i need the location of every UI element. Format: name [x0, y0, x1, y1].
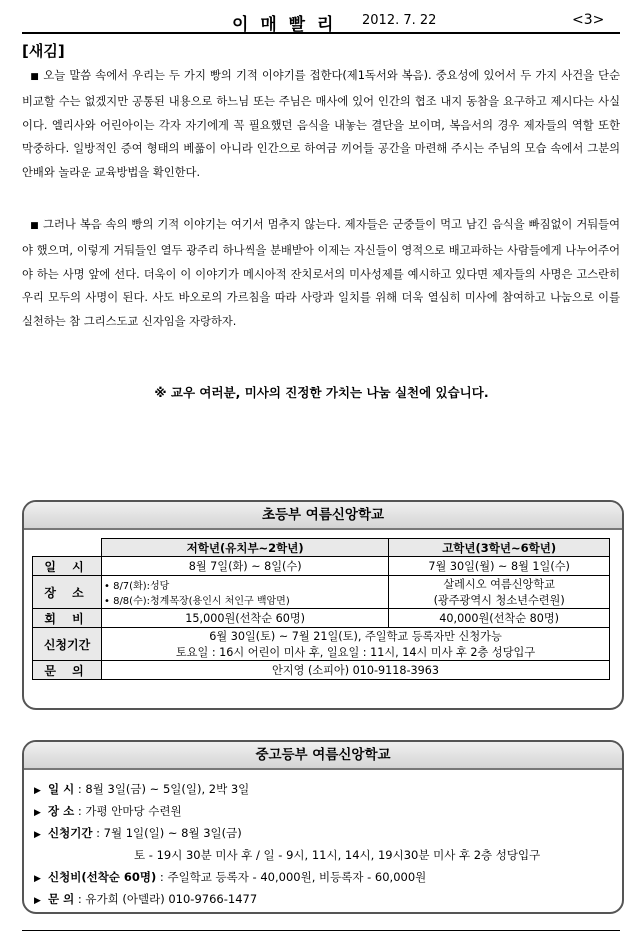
- place-low-1: • 8/7(화):성당: [104, 581, 170, 592]
- fee-high: 40,000원(선착순 80명): [389, 609, 610, 628]
- list-item: [34, 778, 540, 800]
- place-high-1: 살레시오 여름신앙학교: [443, 578, 555, 591]
- period-line-2: 토요일 : 16시 어린이 미사 후, 일요일 : 11시, 14시 미사 후 2층 성당입구: [175, 646, 536, 659]
- row-label-date: 일 시: [33, 557, 102, 576]
- notice-text: ※ 교우 여러분, 미사의 진정한 가치는 나눔 실천에 있습니다.: [154, 385, 489, 400]
- arrow-right-icon: ▶: [34, 896, 41, 906]
- elementary-camp-box: [22, 500, 624, 710]
- list-item: [34, 844, 540, 866]
- arrow-right-icon: ▶: [34, 808, 41, 818]
- col-header-high: 고학년(3학년~6학년): [389, 539, 610, 557]
- date-low: 8월 7일(화) ~ 8일(수): [102, 557, 389, 576]
- paragraph-2: [22, 213, 620, 334]
- place-high: [389, 576, 610, 609]
- row-label-contact: 문 의: [33, 661, 102, 680]
- paragraph-1-text: 오늘 말씀 속에서 우리는 두 가지 빵의 기적 이야기를 접한다(제1독서와 복음). 중요성에 있어서 두 가지 사건을 단순 비교할 수는 없겠지만 공통된 내용으로 하느님 또는 주님은 매사에 있어 인간의 협조 내지 동참을 요구하고 제시다는 사실이다. 엘리사와 어린아이는 각자 자기에게 꼭 필요했던 음식을 내놓는 결단을 보이며, 복음서의 경우 제자들의 역할 또한 막중하다. 일방적인 증여 형태의 베풂이 아니라 인간으로 하여금 끼어들 공간을 마련해 주시는 주님의 모습 속에서 그분의 안배와 놀라운 교육방법을 확인한다.: [22, 69, 621, 180]
- elementary-camp-title: 초등부 여름신앙학교: [24, 502, 622, 530]
- info-key: 신청기간: [48, 826, 93, 840]
- section-label: [새김]: [22, 42, 65, 60]
- newsletter-title: 이 매 빨 리: [232, 15, 337, 35]
- list-item: [34, 888, 540, 910]
- info-value: : 주일학교 등록자 - 40,000원, 비등록자 - 60,000원: [156, 870, 427, 884]
- elementary-schedule-table: [32, 538, 610, 680]
- place-high-2: (광주광역시 청소년수련원): [433, 594, 565, 607]
- period-line-1: 6월 30일(토) ~ 7월 21일(토), 주일학교 등록자만 신청가능: [209, 630, 502, 643]
- col-header-low: 저학년(유치부~2학년): [102, 539, 389, 557]
- list-item: [34, 866, 540, 888]
- info-key: 신청비(선착순 60명): [48, 870, 157, 884]
- row-label-fee: 회 비: [33, 609, 102, 628]
- arrow-right-icon: ▶: [34, 786, 41, 796]
- info-value: 토 - 19시 30분 미사 후 / 일 - 9시, 11시, 14시, 19시30분 미사 후 2층 성당입구: [134, 848, 541, 862]
- secondary-camp-box: [22, 740, 624, 914]
- list-item: [34, 822, 540, 844]
- list-item: [34, 800, 540, 822]
- page-number: <3>: [572, 12, 605, 28]
- info-value: : 유가희 (아델라) 010-9766-1477: [74, 892, 258, 906]
- period-cell: [102, 628, 610, 661]
- arrow-right-icon: ▶: [34, 830, 41, 840]
- bullet-icon: ■: [30, 72, 40, 82]
- secondary-info-list: [34, 778, 540, 910]
- place-low-2: • 8/8(수):청계목장(용인시 처인구 백암면): [104, 596, 290, 607]
- table-corner: [33, 539, 102, 557]
- bullet-icon: ■: [30, 221, 40, 231]
- date-high: 7월 30일(월) ~ 8월 1일(수): [389, 557, 610, 576]
- row-label-period: 신청기간: [33, 628, 102, 661]
- info-key: 일 시: [48, 782, 75, 796]
- fee-low: 15,000원(선착순 60명): [102, 609, 389, 628]
- footer-divider: [22, 930, 620, 931]
- paragraph-1: [22, 64, 620, 185]
- page-header: [22, 6, 620, 34]
- paragraph-2-text: 그러나 복음 속의 빵의 기적 이야기는 여기서 멈추지 않는다. 제자들은 군중들이 먹고 남긴 음식을 빠짐없이 거둬들여야 했으며, 이렇게 거둬들인 열두 광주리 하나씩을 분배받아 이제는 자신들이 영적으로 배고파하는 사람들에게 나누어주어야 하는 사명 앞에 선다. 더욱이 이 이야기가 메시아적 잔치로서의 미사성제를 예시하고 있다면 제자들의 사명은 고스란히 우리 모두의 사명이 된다. 사도 바오로의 가르침을 따라 사랑과 일치를 위해 더욱 열심히 미사에 참여하고 나눔으로 이를 실천하는 참 그리스도교 신자임을 자랑하자.: [22, 218, 620, 329]
- secondary-camp-title: 중고등부 여름신앙학교: [24, 742, 622, 770]
- info-value: : 7월 1일(일) ~ 8월 3일(금): [92, 826, 242, 840]
- place-low: [102, 576, 389, 609]
- info-value: : 가평 안마당 수련원: [74, 804, 182, 818]
- arrow-right-icon: ▶: [34, 874, 41, 884]
- info-key: 장 소: [48, 804, 75, 818]
- contact-cell: 안지영 (소피아) 010-9118-3963: [102, 661, 610, 680]
- issue-date: 2012. 7. 22: [362, 13, 437, 28]
- row-label-place: 장 소: [33, 576, 102, 609]
- info-key: 문 의: [48, 892, 75, 906]
- info-value: : 8월 3일(금) ~ 5일(일), 2박 3일: [74, 782, 250, 796]
